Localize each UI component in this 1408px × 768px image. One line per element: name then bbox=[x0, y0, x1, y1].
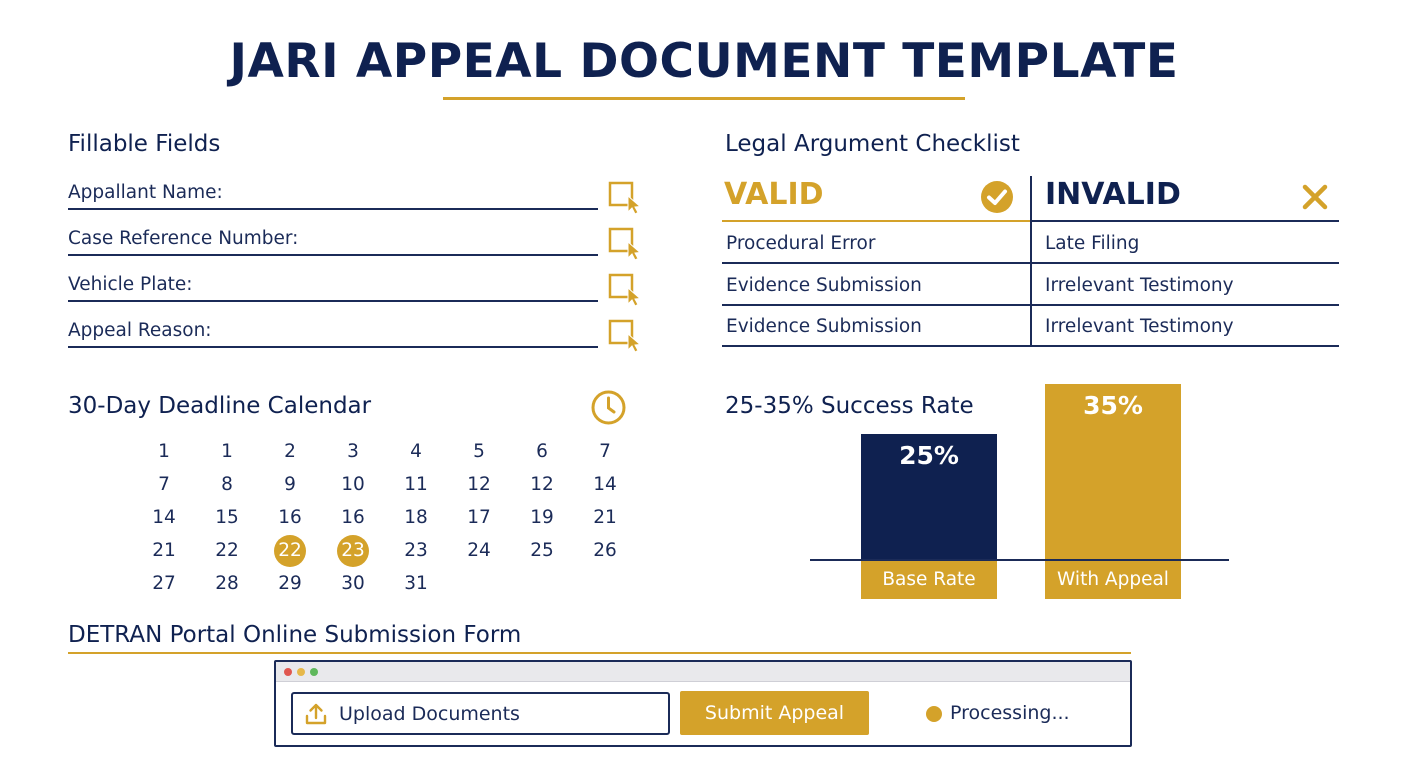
edit-cursor-icon[interactable] bbox=[608, 318, 644, 354]
calendar-day[interactable]: 21 bbox=[593, 507, 617, 528]
calendar-day[interactable]: 26 bbox=[593, 540, 617, 561]
portal-heading-underline bbox=[68, 652, 1131, 654]
calendar-day[interactable]: 11 bbox=[404, 474, 428, 495]
vehicle-plate-field[interactable] bbox=[68, 272, 598, 302]
calendar-day[interactable]: 4 bbox=[410, 441, 422, 462]
bar-value-label: 25% bbox=[899, 441, 959, 470]
chart-title: 25-35% Success Rate bbox=[725, 393, 974, 419]
clock-icon bbox=[590, 389, 627, 426]
title-underline bbox=[443, 97, 965, 100]
portal-heading: DETRAN Portal Online Submission Form bbox=[68, 622, 522, 648]
calendar-day[interactable]: 2 bbox=[284, 441, 296, 462]
calendar-day[interactable]: 7 bbox=[158, 474, 170, 495]
status-text: Processing... bbox=[950, 702, 1070, 724]
calendar-heading: 30-Day Deadline Calendar bbox=[68, 393, 372, 419]
calendar-day[interactable]: 8 bbox=[221, 474, 233, 495]
invalid-header-underline bbox=[1032, 220, 1339, 222]
field-label: Appeal Reason: bbox=[68, 320, 212, 341]
field-label: Case Reference Number: bbox=[68, 228, 299, 249]
calendar-day[interactable]: 23 bbox=[404, 540, 428, 561]
calendar-day[interactable]: 14 bbox=[593, 474, 617, 495]
page-title: JARI APPEAL DOCUMENT TEMPLATE bbox=[229, 34, 1179, 89]
calendar-day[interactable]: 6 bbox=[536, 441, 548, 462]
calendar-day[interactable]: 12 bbox=[467, 474, 491, 495]
bar-value-label: 35% bbox=[1083, 391, 1143, 420]
field-label: Appallant Name: bbox=[68, 182, 223, 203]
calendar-day[interactable]: 29 bbox=[278, 573, 302, 594]
calendar-day[interactable]: 30 bbox=[341, 573, 365, 594]
valid-item: Procedural Error bbox=[726, 233, 876, 254]
appellant-name-field[interactable] bbox=[68, 180, 598, 210]
calendar-day[interactable]: 15 bbox=[215, 507, 239, 528]
x-icon bbox=[1302, 184, 1328, 210]
field-label: Vehicle Plate: bbox=[68, 274, 193, 295]
chart-baseline bbox=[810, 559, 1229, 561]
checklist-heading: Legal Argument Checklist bbox=[725, 131, 1020, 157]
case-reference-field[interactable] bbox=[68, 226, 598, 256]
check-circle-icon bbox=[980, 180, 1014, 214]
checklist-row-line bbox=[722, 345, 1339, 347]
invalid-column-header: INVALID bbox=[1045, 177, 1181, 212]
submit-appeal-button[interactable]: Submit Appeal bbox=[680, 691, 869, 735]
bar-base-rate bbox=[861, 434, 997, 559]
calendar-day[interactable]: 12 bbox=[530, 474, 554, 495]
calendar-day[interactable]: 1 bbox=[221, 441, 233, 462]
calendar-day[interactable]: 18 bbox=[404, 507, 428, 528]
bar-with-appeal bbox=[1045, 384, 1181, 559]
calendar-day[interactable]: 1 bbox=[158, 441, 170, 462]
calendar-day[interactable]: 14 bbox=[152, 507, 176, 528]
browser-titlebar bbox=[276, 662, 1130, 682]
valid-item: Evidence Submission bbox=[726, 316, 922, 337]
calendar-day[interactable]: 24 bbox=[467, 540, 491, 561]
upload-label: Upload Documents bbox=[339, 703, 520, 725]
edit-cursor-icon[interactable] bbox=[608, 272, 644, 308]
close-dot[interactable] bbox=[284, 668, 292, 676]
valid-item: Evidence Submission bbox=[726, 275, 922, 296]
status-indicator bbox=[926, 706, 942, 722]
upload-icon bbox=[304, 702, 328, 726]
calendar-day[interactable]: 28 bbox=[215, 573, 239, 594]
minimize-dot[interactable] bbox=[297, 668, 305, 676]
calendar-day-highlighted[interactable]: 23 bbox=[337, 535, 369, 567]
calendar-day[interactable]: 7 bbox=[599, 441, 611, 462]
bar-category-label: Base Rate bbox=[861, 561, 997, 599]
valid-header-underline bbox=[722, 220, 1031, 222]
browser-window bbox=[274, 660, 1132, 747]
calendar-day[interactable]: 27 bbox=[152, 573, 176, 594]
upload-documents-button[interactable] bbox=[291, 692, 670, 735]
edit-cursor-icon[interactable] bbox=[608, 180, 644, 216]
invalid-item: Late Filing bbox=[1045, 233, 1140, 254]
checklist-row-line bbox=[722, 262, 1339, 264]
fillable-fields-heading: Fillable Fields bbox=[68, 131, 221, 157]
calendar-day[interactable]: 22 bbox=[215, 540, 239, 561]
valid-column-header: VALID bbox=[724, 177, 824, 212]
calendar-day[interactable]: 19 bbox=[530, 507, 554, 528]
calendar-day[interactable]: 31 bbox=[404, 573, 428, 594]
calendar-day[interactable]: 16 bbox=[278, 507, 302, 528]
maximize-dot[interactable] bbox=[310, 668, 318, 676]
calendar-day[interactable]: 3 bbox=[347, 441, 359, 462]
bar-category-label: With Appeal bbox=[1045, 561, 1181, 599]
invalid-item: Irrelevant Testimony bbox=[1045, 316, 1234, 337]
calendar-day[interactable]: 9 bbox=[284, 474, 296, 495]
calendar-day[interactable]: 17 bbox=[467, 507, 491, 528]
edit-cursor-icon[interactable] bbox=[608, 226, 644, 262]
calendar-day[interactable]: 16 bbox=[341, 507, 365, 528]
checklist-row-line bbox=[722, 304, 1339, 306]
calendar-day[interactable]: 21 bbox=[152, 540, 176, 561]
calendar-day[interactable]: 25 bbox=[530, 540, 554, 561]
calendar-day-highlighted[interactable]: 22 bbox=[274, 535, 306, 567]
calendar-day[interactable]: 5 bbox=[473, 441, 485, 462]
appeal-reason-field[interactable] bbox=[68, 318, 598, 348]
calendar-day[interactable]: 10 bbox=[341, 474, 365, 495]
invalid-item: Irrelevant Testimony bbox=[1045, 275, 1234, 296]
